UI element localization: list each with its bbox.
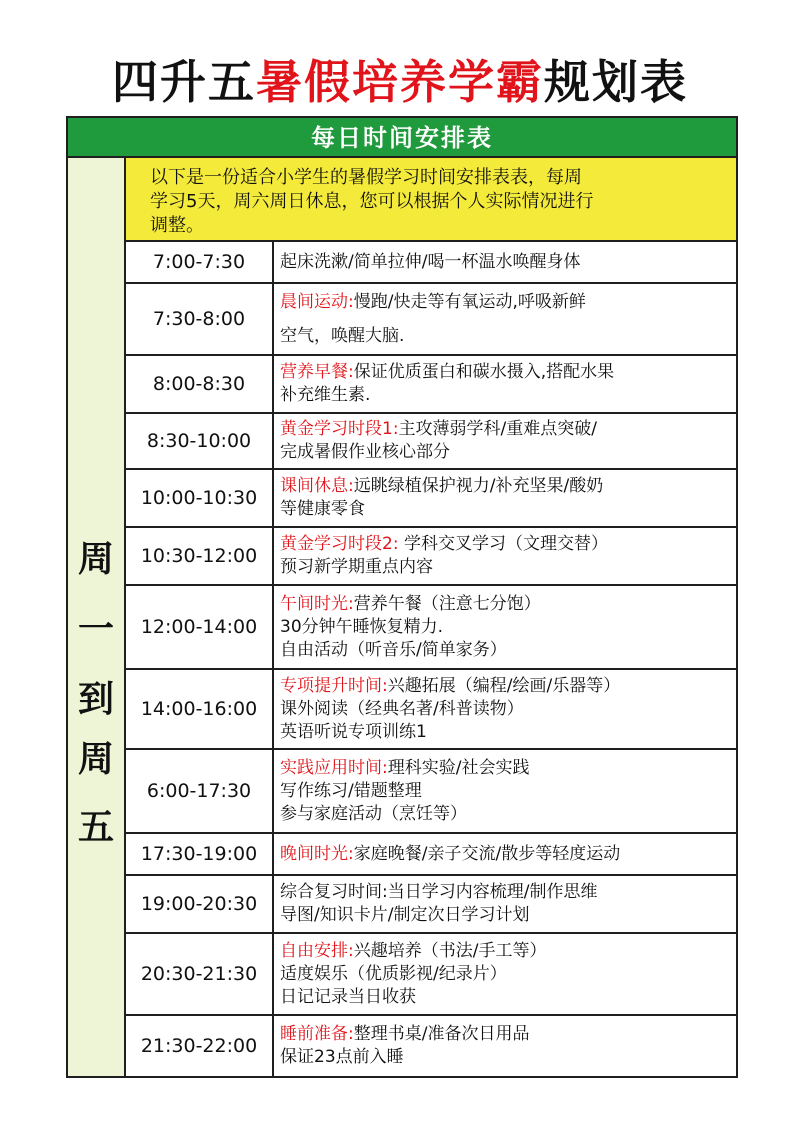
activity-text: 课外阅读（经典名著/科普读物） — [280, 698, 524, 719]
activity-line — [280, 285, 736, 319]
activity-category: 睡前准备: — [280, 1024, 354, 1044]
title-suffix: 规划表 — [544, 55, 688, 109]
activity-line — [280, 940, 736, 963]
activity-text: 30分钟午睡恢复精力. — [280, 616, 444, 637]
activity-text: 完成暑假作业核心部分 — [280, 442, 450, 462]
title-prefix: 四升五 — [112, 55, 256, 109]
activity-line — [280, 639, 736, 662]
activity-line — [280, 361, 736, 384]
activity-category: 黄金学习时段1: — [280, 419, 399, 439]
activity-description — [274, 528, 736, 584]
activity-category: 晨间运动: — [280, 292, 354, 312]
activity-text: 空气，唤醒大脑. — [280, 326, 405, 346]
activity-description — [274, 356, 736, 412]
activity-text: 理科实验/社会实践 — [387, 757, 530, 778]
activity-description — [274, 834, 736, 874]
table-banner: 每日时间安排表 — [68, 118, 736, 158]
activity-text: 学科交叉学习（文理交替） — [398, 534, 608, 554]
page-title — [0, 52, 800, 112]
activity-line — [280, 986, 736, 1009]
activity-text: 日记记录当日收获 — [280, 986, 416, 1007]
activity-description — [274, 284, 736, 354]
table-row — [126, 670, 736, 750]
activity-text: 写作练习/错题整理 — [280, 780, 422, 801]
weekday-label-char: 周 — [77, 739, 114, 780]
activity-line — [280, 1046, 736, 1069]
activity-line — [280, 780, 736, 803]
time-slot: 10:00-10:30 — [126, 470, 274, 526]
time-slot: 7:00-7:30 — [126, 242, 274, 282]
activity-line — [280, 881, 736, 904]
activity-text: 补充维生素. — [280, 385, 371, 405]
weekday-label-char: 周 — [77, 539, 114, 580]
table-row — [126, 934, 736, 1016]
activity-line — [280, 1023, 736, 1046]
activity-line — [280, 441, 736, 464]
activity-line — [280, 803, 736, 826]
activity-text: 预习新学期重点内容 — [280, 557, 433, 577]
activity-line — [280, 757, 736, 780]
activity-line — [280, 418, 736, 441]
activity-line — [280, 384, 736, 407]
time-slot: 10:30-12:00 — [126, 528, 274, 584]
weekday-label-char: 到 — [77, 679, 114, 720]
activity-text: 适度娱乐（优质影视/纪录片） — [280, 963, 507, 984]
activity-text: 综合复习时间:当日学习内容梳理/制作思维 — [280, 882, 598, 902]
activity-description — [274, 876, 736, 932]
time-slot: 12:00-14:00 — [126, 586, 274, 668]
activity-description — [274, 470, 736, 526]
activity-line — [280, 475, 736, 498]
time-slot: 8:00-8:30 — [126, 356, 274, 412]
intro-line: 学习5天，周六周日休息，您可以根据个人实际情况进行 — [150, 191, 594, 212]
activity-line — [280, 904, 736, 927]
table-row — [126, 834, 736, 876]
activity-text: 参与家庭活动（烹饪等） — [280, 803, 467, 824]
activity-category: 午间时光: — [280, 593, 354, 614]
activity-category: 实践应用时间: — [280, 757, 388, 778]
time-slot: 20:30-21:30 — [126, 934, 274, 1014]
activity-line — [280, 498, 736, 521]
activity-category: 课间休息: — [280, 476, 354, 496]
table-row — [126, 750, 736, 834]
activity-text: 导图/知识卡片/制定次日学习计划 — [280, 905, 530, 925]
activity-text: 主攻薄弱学科/重难点突破/ — [398, 419, 598, 439]
activity-category: 黄金学习时段2: — [280, 534, 399, 554]
activity-category: 专项提升时间: — [280, 675, 388, 696]
activity-text: 兴趣培养（书法/手工等） — [353, 940, 547, 961]
weekday-label-column — [68, 158, 126, 1076]
table-row — [126, 470, 736, 528]
activity-line — [280, 675, 736, 698]
activity-text: 等健康零食 — [280, 499, 365, 519]
time-slot: 14:00-16:00 — [126, 670, 274, 748]
activity-description — [274, 414, 736, 468]
activity-description — [274, 670, 736, 748]
table-row — [126, 876, 736, 934]
intro-line: 调整。 — [150, 215, 204, 236]
activity-line — [280, 963, 736, 986]
intro-line: 以下是一份适合小学生的暑假学习时间安排表表，每周 — [150, 167, 582, 188]
activity-description — [274, 1016, 736, 1076]
activity-text: 保证23点前入睡 — [280, 1047, 404, 1067]
table-row — [126, 356, 736, 414]
activity-text: 家庭晚餐/亲子交流/散步等轻度运动 — [353, 843, 621, 864]
table-row — [126, 528, 736, 586]
table-row — [126, 284, 736, 356]
activity-description — [274, 934, 736, 1014]
time-slot: 6:00-17:30 — [126, 750, 274, 832]
table-row — [126, 242, 736, 284]
weekday-label-char: 一 — [77, 609, 114, 650]
activity-line — [280, 593, 736, 616]
activity-text: 远眺绿植保护视力/补充坚果/酸奶 — [353, 476, 604, 496]
table-row — [126, 414, 736, 470]
time-slot: 19:00-20:30 — [126, 876, 274, 932]
time-slot: 17:30-19:00 — [126, 834, 274, 874]
activity-text: 慢跑/快走等有氧运动,呼吸新鲜 — [353, 292, 586, 312]
activity-description — [274, 242, 736, 282]
activity-line — [280, 698, 736, 721]
table-row — [126, 586, 736, 670]
activity-text: 整理书桌/准备次日用品 — [353, 1024, 530, 1044]
intro-note — [126, 158, 736, 242]
weekday-label-char: 五 — [77, 807, 114, 848]
activity-description — [274, 586, 736, 668]
activity-category: 自由安排: — [280, 940, 354, 961]
activity-line — [280, 721, 736, 744]
activity-line — [280, 533, 736, 556]
activity-line — [280, 319, 736, 353]
activity-description — [274, 750, 736, 832]
time-slot: 21:30-22:00 — [126, 1016, 274, 1076]
activity-text: 起床洗漱/简单拉伸/喝一杯温水唤醒身体 — [280, 251, 581, 272]
activity-category: 营养早餐: — [280, 362, 354, 382]
activity-line — [280, 616, 736, 639]
activity-line — [280, 556, 736, 579]
table-row — [126, 1016, 736, 1076]
activity-text: 保证优质蛋白和碳水摄入,搭配水果 — [353, 362, 615, 382]
activity-text: 兴趣拓展（编程/绘画/乐器等） — [387, 675, 621, 696]
activity-category: 晚间时光: — [280, 843, 354, 864]
time-slot: 7:30-8:00 — [126, 284, 274, 354]
activity-text: 自由活动（听音乐/简单家务） — [280, 639, 507, 660]
schedule-table — [66, 116, 738, 1078]
title-highlight: 暑假培养学霸 — [256, 55, 544, 109]
activity-line — [280, 843, 736, 866]
activity-line — [280, 251, 736, 274]
activity-text: 英语听说专项训练1 — [280, 721, 427, 742]
time-slot: 8:30-10:00 — [126, 414, 274, 468]
activity-text: 营养午餐（注意七分饱） — [353, 593, 541, 614]
